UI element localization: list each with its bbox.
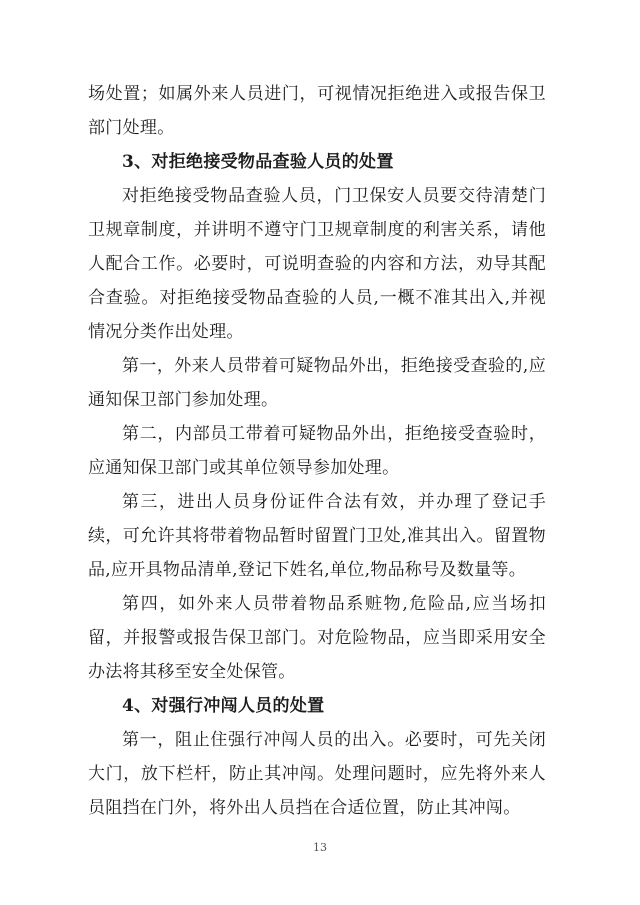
section-heading: 3、对拒绝接受物品查验人员的处置 bbox=[122, 152, 394, 172]
page-footer bbox=[0, 836, 640, 855]
paragraph: 对拒绝接受物品查验人员，门卫保安人员要交待清楚门卫规章制度，并讲明不遵守门卫规章制度的利害关系，请他人配合工作。必要时，可说明查验的内容和方法，劝导其配合查验。对拒绝接受物品查验的人员,一概不准其出入,并视情况分类作出处理。 bbox=[88, 186, 546, 342]
paragraph: 第四，如外来人员带着物品系赃物,危险品,应当场扣留，并报警或报告保卫部门。对危险物品，应当即采用安全办法将其移至安全处保管。 bbox=[88, 594, 546, 682]
document-body bbox=[88, 77, 546, 825]
paragraph: 第一，外来人员带着可疑物品外出，拒绝接受查验的,应通知保卫部门参加处理。 bbox=[88, 356, 546, 410]
section-heading: 4、对强行冲闯人员的处置 bbox=[122, 696, 325, 716]
paragraph: 第三，进出人员身份证件合法有效，并办理了登记手续，可允许其将带着物品暂时留置门卫处,准其出入。留置物品,应开具物品清单,登记下姓名,单位,物品称号及数量等。 bbox=[88, 492, 546, 580]
paragraph: 第一，阻止住强行冲闯人员的出入。必要时，可先关闭大门，放下栏杆，防止其冲闯。处理问题时，应先将外来人员阻挡在门外，将外出人员挡在合适位置，防止其冲闯。 bbox=[88, 730, 546, 818]
paragraph: 场处置；如属外来人员进门，可视情况拒绝进入或报告保卫部门处理。 bbox=[88, 84, 546, 138]
page-number: 13 bbox=[313, 841, 327, 854]
paragraph: 第二，内部员工带着可疑物品外出，拒绝接受查验时，应通知保卫部门或其单位领导参加处理。 bbox=[88, 424, 546, 478]
